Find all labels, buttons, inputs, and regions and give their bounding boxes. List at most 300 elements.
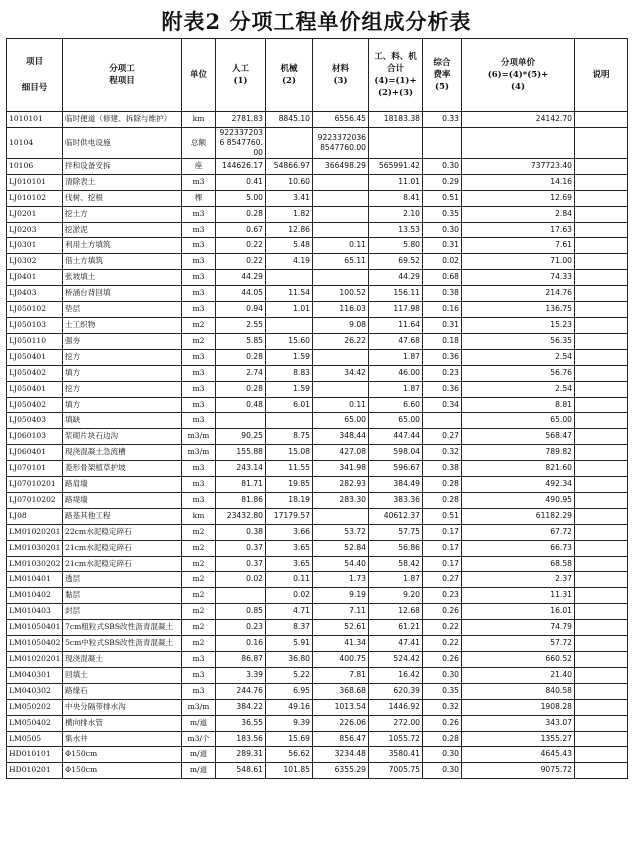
cell-labor: 183.56 xyxy=(216,731,266,747)
cell-subtotal: 1446.92 xyxy=(369,699,423,715)
cell-unit: m3 xyxy=(182,206,216,222)
table-row xyxy=(7,413,628,429)
table-row xyxy=(7,604,628,620)
table-row xyxy=(7,461,628,477)
cell-remark xyxy=(575,397,628,413)
cell-remark xyxy=(575,652,628,668)
cell-rate: 0.30 xyxy=(423,158,462,174)
cell-unit: m2 xyxy=(182,604,216,620)
cell-labor: 0.48 xyxy=(216,397,266,413)
cell-rate: 0.29 xyxy=(423,174,462,190)
header-remark: 说明 xyxy=(575,39,628,112)
cell-subtotal: 1055.72 xyxy=(369,731,423,747)
cell-unit: m2 xyxy=(182,524,216,540)
cell-price: 16.01 xyxy=(462,604,575,620)
header-subtotal: 工、料、机 合计 (4)=(1)+ (2)+(3) xyxy=(369,39,423,112)
cell-remark xyxy=(575,381,628,397)
cell-labor: 23432.80 xyxy=(216,508,266,524)
cell-machine: 5.48 xyxy=(266,238,313,254)
cell-material: 1.73 xyxy=(313,572,369,588)
header-name: 分项工 程项目 xyxy=(63,39,182,112)
cell-remark xyxy=(575,524,628,540)
cell-name: 21cm水泥稳定碎石 xyxy=(63,540,182,556)
cell-machine: 36.80 xyxy=(266,652,313,668)
table-row xyxy=(7,524,628,540)
cell-material: 41.34 xyxy=(313,636,369,652)
cell-code: 10106 xyxy=(7,158,63,174)
cell-price: 57.72 xyxy=(462,636,575,652)
cell-price: 11.31 xyxy=(462,588,575,604)
cell-name: 填方 xyxy=(63,365,182,381)
cell-machine: 17179.57 xyxy=(266,508,313,524)
cell-machine: 8.37 xyxy=(266,620,313,636)
cell-code: LJ0203 xyxy=(7,222,63,238)
cell-rate: 0.32 xyxy=(423,699,462,715)
cell-machine xyxy=(266,413,313,429)
cell-labor: 244.76 xyxy=(216,683,266,699)
cell-material: 65.00 xyxy=(313,413,369,429)
cell-rate: 0.23 xyxy=(423,588,462,604)
cell-price: 2.54 xyxy=(462,381,575,397)
cell-price: 492.34 xyxy=(462,477,575,493)
table-row xyxy=(7,174,628,190)
cell-material: 9.19 xyxy=(313,588,369,604)
cell-name: 填方 xyxy=(63,397,182,413)
cell-machine: 11.55 xyxy=(266,461,313,477)
cell-price: 56.35 xyxy=(462,333,575,349)
cell-subtotal: 46.00 xyxy=(369,365,423,381)
cell-price: 660.52 xyxy=(462,652,575,668)
cell-unit: m3 xyxy=(182,683,216,699)
cell-machine: 0.11 xyxy=(266,572,313,588)
cell-name: 临时便道（修建、拆除与维护） xyxy=(63,112,182,128)
cell-code: LM01020201 xyxy=(7,652,63,668)
cell-material: 9223372036 8547760.00 xyxy=(313,127,369,158)
cell-price: 789.82 xyxy=(462,445,575,461)
cell-rate: 0.31 xyxy=(423,238,462,254)
cell-remark xyxy=(575,222,628,238)
cell-material xyxy=(313,222,369,238)
table-row xyxy=(7,317,628,333)
cell-material: 53.72 xyxy=(313,524,369,540)
cell-price: 840.58 xyxy=(462,683,575,699)
cell-name: 借土方填筑 xyxy=(63,254,182,270)
cell-price: 490.95 xyxy=(462,492,575,508)
cell-labor: 289.31 xyxy=(216,747,266,763)
cell-subtotal: 40612.37 xyxy=(369,508,423,524)
cell-unit: m2 xyxy=(182,572,216,588)
cell-material: 52.84 xyxy=(313,540,369,556)
cell-remark xyxy=(575,508,628,524)
cell-unit: m3 xyxy=(182,667,216,683)
cell-code: LM010402 xyxy=(7,588,63,604)
cell-material xyxy=(313,174,369,190)
cell-rate xyxy=(423,413,462,429)
cell-name: 21cm水泥稳定碎石 xyxy=(63,556,182,572)
table-row xyxy=(7,556,628,572)
cell-material: 283.30 xyxy=(313,492,369,508)
cell-remark xyxy=(575,667,628,683)
cell-labor: 0.16 xyxy=(216,636,266,652)
cell-rate: 0.30 xyxy=(423,667,462,683)
cell-machine: 3.65 xyxy=(266,556,313,572)
cell-subtotal: 5.80 xyxy=(369,238,423,254)
cell-remark xyxy=(575,190,628,206)
table-row xyxy=(7,620,628,636)
cell-material: 9.08 xyxy=(313,317,369,333)
price-analysis-table xyxy=(6,38,628,779)
cell-material xyxy=(313,349,369,365)
cell-code: LJ050401 xyxy=(7,381,63,397)
cell-name: 菱形骨架植草护坡 xyxy=(63,461,182,477)
cell-rate: 0.51 xyxy=(423,508,462,524)
cell-price: 9075.72 xyxy=(462,763,575,779)
cell-machine: 6.95 xyxy=(266,683,313,699)
cell-machine xyxy=(266,317,313,333)
cell-machine: 5.91 xyxy=(266,636,313,652)
cell-labor: 0.22 xyxy=(216,254,266,270)
cell-subtotal: 384.49 xyxy=(369,477,423,493)
cell-code: LJ010102 xyxy=(7,190,63,206)
cell-remark xyxy=(575,763,628,779)
cell-subtotal: 12.68 xyxy=(369,604,423,620)
cell-subtotal: 16.42 xyxy=(369,667,423,683)
cell-remark xyxy=(575,413,628,429)
cell-unit: km xyxy=(182,112,216,128)
table-row xyxy=(7,381,628,397)
header-material: 材料 (3) xyxy=(313,39,369,112)
cell-price: 14.16 xyxy=(462,174,575,190)
cell-machine: 19.85 xyxy=(266,477,313,493)
cell-remark xyxy=(575,747,628,763)
cell-machine: 1.59 xyxy=(266,349,313,365)
cell-unit: m/道 xyxy=(182,715,216,731)
cell-name: Φ150cm xyxy=(63,763,182,779)
cell-labor: 384.22 xyxy=(216,699,266,715)
cell-subtotal: 13.53 xyxy=(369,222,423,238)
cell-unit: m3 xyxy=(182,270,216,286)
cell-unit: m3 xyxy=(182,477,216,493)
cell-rate: 0.02 xyxy=(423,254,462,270)
cell-code: LM01050401 xyxy=(7,620,63,636)
cell-unit: m3 xyxy=(182,238,216,254)
cell-machine: 10.60 xyxy=(266,174,313,190)
cell-code: LJ010101 xyxy=(7,174,63,190)
cell-name: 封层 xyxy=(63,604,182,620)
cell-material xyxy=(313,270,369,286)
cell-labor: 144626.17 xyxy=(216,158,266,174)
cell-material: 100.52 xyxy=(313,286,369,302)
cell-name: 路缘石 xyxy=(63,683,182,699)
cell-machine: 5.22 xyxy=(266,667,313,683)
cell-subtotal: 1.87 xyxy=(369,349,423,365)
cell-price: 4645.43 xyxy=(462,747,575,763)
cell-labor: 2781.83 xyxy=(216,112,266,128)
cell-unit: 总额 xyxy=(182,127,216,158)
cell-labor: 0.85 xyxy=(216,604,266,620)
cell-rate: 0.22 xyxy=(423,636,462,652)
cell-name: 5cm中粒式SBS改性沥青混凝土 xyxy=(63,636,182,652)
cell-unit: m3 xyxy=(182,254,216,270)
cell-subtotal: 8.41 xyxy=(369,190,423,206)
cell-material: 7.11 xyxy=(313,604,369,620)
cell-material: 54.40 xyxy=(313,556,369,572)
header-machine: 机械 (2) xyxy=(266,39,313,112)
cell-machine: 1.82 xyxy=(266,206,313,222)
cell-unit: m3 xyxy=(182,349,216,365)
cell-price: 17.63 xyxy=(462,222,575,238)
cell-labor: 0.41 xyxy=(216,174,266,190)
cell-rate: 0.27 xyxy=(423,429,462,445)
cell-unit: m2 xyxy=(182,556,216,572)
table-row xyxy=(7,206,628,222)
cell-remark xyxy=(575,270,628,286)
cell-name: 伐树、挖根 xyxy=(63,190,182,206)
cell-labor: 81.71 xyxy=(216,477,266,493)
cell-remark xyxy=(575,715,628,731)
cell-rate: 0.68 xyxy=(423,270,462,286)
cell-unit: m2 xyxy=(182,317,216,333)
cell-remark xyxy=(575,636,628,652)
cell-machine: 54866.97 xyxy=(266,158,313,174)
cell-subtotal: 3580.41 xyxy=(369,747,423,763)
cell-remark xyxy=(575,317,628,333)
cell-rate: 0.26 xyxy=(423,604,462,620)
cell-material: 6556.45 xyxy=(313,112,369,128)
cell-unit: m3 xyxy=(182,652,216,668)
cell-remark xyxy=(575,461,628,477)
cell-machine: 4.19 xyxy=(266,254,313,270)
cell-code: 10104 xyxy=(7,127,63,158)
cell-price: 67.72 xyxy=(462,524,575,540)
cell-unit: m3 xyxy=(182,461,216,477)
cell-rate: 0.16 xyxy=(423,302,462,318)
cell-machine: 9.39 xyxy=(266,715,313,731)
cell-code: LM01030201 xyxy=(7,540,63,556)
cell-remark xyxy=(575,540,628,556)
cell-unit: m2 xyxy=(182,540,216,556)
cell-rate: 0.35 xyxy=(423,683,462,699)
cell-name: 垫层 xyxy=(63,302,182,318)
cell-code: LM01030202 xyxy=(7,556,63,572)
cell-material: 0.11 xyxy=(313,397,369,413)
cell-unit: m3 xyxy=(182,381,216,397)
cell-code: LJ0401 xyxy=(7,270,63,286)
cell-subtotal: 58.42 xyxy=(369,556,423,572)
cell-remark xyxy=(575,699,628,715)
cell-name: 强夯 xyxy=(63,333,182,349)
cell-price: 568.47 xyxy=(462,429,575,445)
cell-remark xyxy=(575,112,628,128)
table-row xyxy=(7,492,628,508)
cell-code: LM040302 xyxy=(7,683,63,699)
cell-code: LJ0201 xyxy=(7,206,63,222)
table-row xyxy=(7,667,628,683)
table-row xyxy=(7,238,628,254)
cell-unit: m3/m xyxy=(182,429,216,445)
cell-rate: 0.30 xyxy=(423,222,462,238)
cell-remark xyxy=(575,683,628,699)
table-row xyxy=(7,540,628,556)
cell-rate: 0.51 xyxy=(423,190,462,206)
cell-rate: 0.26 xyxy=(423,652,462,668)
cell-material: 6355.29 xyxy=(313,763,369,779)
cell-remark xyxy=(575,556,628,572)
table-body xyxy=(7,112,628,779)
cell-subtotal: 7005.75 xyxy=(369,763,423,779)
cell-material: 368.68 xyxy=(313,683,369,699)
cell-subtotal: 272.00 xyxy=(369,715,423,731)
cell-labor: 0.37 xyxy=(216,556,266,572)
cell-subtotal: 565991.42 xyxy=(369,158,423,174)
cell-code: LJ08 xyxy=(7,508,63,524)
cell-code: LJ0302 xyxy=(7,254,63,270)
cell-rate: 0.22 xyxy=(423,620,462,636)
cell-price: 21.40 xyxy=(462,667,575,683)
cell-price: 136.75 xyxy=(462,302,575,318)
cell-price: 214.76 xyxy=(462,286,575,302)
cell-remark xyxy=(575,477,628,493)
cell-unit: m2 xyxy=(182,636,216,652)
cell-subtotal: 65.00 xyxy=(369,413,423,429)
cell-code: LM040301 xyxy=(7,667,63,683)
cell-name: 挖方 xyxy=(63,381,182,397)
cell-subtotal: 620.39 xyxy=(369,683,423,699)
cell-remark xyxy=(575,158,628,174)
cell-remark xyxy=(575,731,628,747)
page-title: 附表2 分项工程单价组成分析表 xyxy=(161,9,472,34)
table-row xyxy=(7,127,628,158)
cell-machine: 0.02 xyxy=(266,588,313,604)
cell-machine: 11.54 xyxy=(266,286,313,302)
cell-machine xyxy=(266,270,313,286)
cell-remark xyxy=(575,572,628,588)
cell-subtotal: 47.41 xyxy=(369,636,423,652)
cell-name: 黏层 xyxy=(63,588,182,604)
cell-remark xyxy=(575,254,628,270)
cell-price: 2.84 xyxy=(462,206,575,222)
table-row xyxy=(7,731,628,747)
cell-remark xyxy=(575,174,628,190)
cell-machine xyxy=(266,127,313,158)
cell-name: 中央分隔带排水沟 xyxy=(63,699,182,715)
cell-labor xyxy=(216,588,266,604)
cell-rate: 0.38 xyxy=(423,286,462,302)
cell-name: 挖淤泥 xyxy=(63,222,182,238)
cell-material: 348.44 xyxy=(313,429,369,445)
table-row xyxy=(7,429,628,445)
cell-subtotal: 1.87 xyxy=(369,381,423,397)
table-row xyxy=(7,112,628,128)
cell-remark xyxy=(575,620,628,636)
cell-name: 土工织物 xyxy=(63,317,182,333)
cell-code: LJ050103 xyxy=(7,317,63,333)
cell-unit: m2 xyxy=(182,620,216,636)
cell-code: LJ07010202 xyxy=(7,492,63,508)
cell-code: LJ050403 xyxy=(7,413,63,429)
table-row xyxy=(7,636,628,652)
cell-labor: 243.14 xyxy=(216,461,266,477)
cell-unit: km xyxy=(182,508,216,524)
cell-price: 65.00 xyxy=(462,413,575,429)
table-row xyxy=(7,349,628,365)
cell-material: 52.61 xyxy=(313,620,369,636)
cell-name: 挖土方 xyxy=(63,206,182,222)
cell-code: LJ050102 xyxy=(7,302,63,318)
cell-price: 12.69 xyxy=(462,190,575,206)
cell-labor: 5.00 xyxy=(216,190,266,206)
cell-machine: 49.16 xyxy=(266,699,313,715)
cell-name: 7cm粗粒式SBS改性沥青混凝土 xyxy=(63,620,182,636)
cell-machine: 12.86 xyxy=(266,222,313,238)
cell-remark xyxy=(575,238,628,254)
cell-code: LJ050402 xyxy=(7,365,63,381)
cell-price: 15.23 xyxy=(462,317,575,333)
cell-labor: 44.05 xyxy=(216,286,266,302)
table-row xyxy=(7,715,628,731)
cell-code: LJ060401 xyxy=(7,445,63,461)
cell-unit: m3/个 xyxy=(182,731,216,747)
cell-material: 65.11 xyxy=(313,254,369,270)
header-code: 项目 细目号 xyxy=(7,39,63,112)
cell-material: 366498.29 xyxy=(313,158,369,174)
cell-code: LM0505 xyxy=(7,731,63,747)
cell-remark xyxy=(575,333,628,349)
cell-labor xyxy=(216,413,266,429)
cell-machine: 1.01 xyxy=(266,302,313,318)
cell-remark xyxy=(575,429,628,445)
cell-labor: 0.37 xyxy=(216,540,266,556)
cell-subtotal: 47.68 xyxy=(369,333,423,349)
cell-material: 7.81 xyxy=(313,667,369,683)
table-row xyxy=(7,699,628,715)
table-row xyxy=(7,572,628,588)
cell-code: LJ0403 xyxy=(7,286,63,302)
table-row xyxy=(7,477,628,493)
cell-unit: m3 xyxy=(182,365,216,381)
cell-code: LJ060103 xyxy=(7,429,63,445)
cell-price: 61182.29 xyxy=(462,508,575,524)
cell-remark xyxy=(575,604,628,620)
table-row xyxy=(7,158,628,174)
cell-code: LM01050402 xyxy=(7,636,63,652)
cell-unit: m3/m xyxy=(182,445,216,461)
cell-name: Φ150cm xyxy=(63,747,182,763)
cell-rate: 0.17 xyxy=(423,540,462,556)
header-labor: 人工 (1) xyxy=(216,39,266,112)
cell-material xyxy=(313,206,369,222)
cell-subtotal: 447.44 xyxy=(369,429,423,445)
cell-labor: 2.74 xyxy=(216,365,266,381)
table-row xyxy=(7,508,628,524)
cell-unit: m3 xyxy=(182,397,216,413)
cell-price: 74.79 xyxy=(462,620,575,636)
cell-rate: 0.18 xyxy=(423,333,462,349)
cell-code: LM01020201 xyxy=(7,524,63,540)
cell-name: 透层 xyxy=(63,572,182,588)
cell-code: LJ0301 xyxy=(7,238,63,254)
cell-rate: 0.32 xyxy=(423,445,462,461)
cell-price: 343.07 xyxy=(462,715,575,731)
cell-labor: 2.55 xyxy=(216,317,266,333)
cell-price: 66.73 xyxy=(462,540,575,556)
cell-name: 填缺 xyxy=(63,413,182,429)
cell-labor: 9223372036 8547760.00 xyxy=(216,127,266,158)
cell-name: 浆砌片块石边沟 xyxy=(63,429,182,445)
cell-remark xyxy=(575,127,628,158)
cell-unit: m3 xyxy=(182,174,216,190)
cell-code: LM010401 xyxy=(7,572,63,588)
